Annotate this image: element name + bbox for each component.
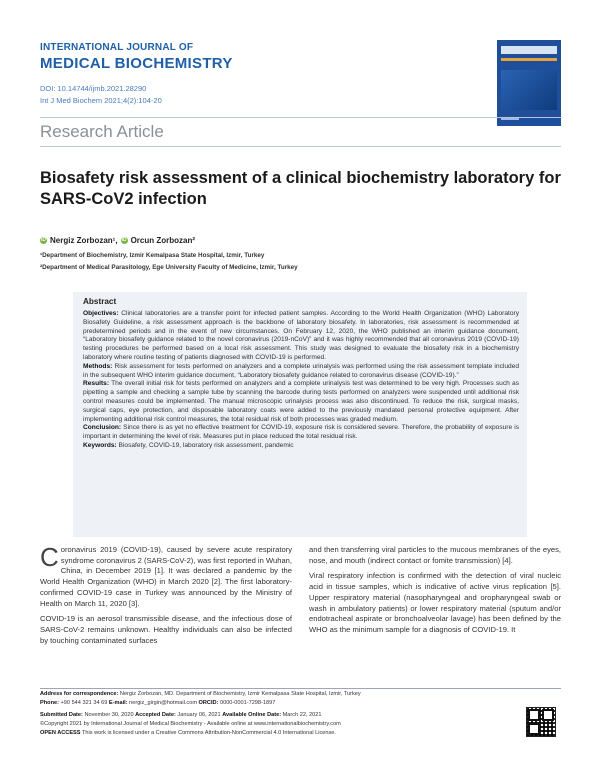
author-1: Nergiz Zorbozan¹, [50,236,118,245]
abstract-body [83,310,519,451]
open-access-line [40,729,510,738]
online-date: March 22, 2021 [281,712,322,718]
drop-cap: C [40,542,59,572]
email-link[interactable]: nergiz_girgin@hotmail.com [127,700,199,706]
body-text: oronavirus 2019 (COVID-19), caused by severe acute respiratory syndrome coronavirus 2 (SARS-CoV-2), was first reported in Wuhan, China, in December 2019 [1]. It was declared a pandemic by the World Health Organization (WHO) in March 2020 [2]. The first laboratory-confirmed COVID-19 case in Turkey was announced by the Ministry of Health on March 11, 2020 [3]. [40,545,292,608]
article-title: Biosafety risk assessment of a clinical biochemistry laboratory for SARS-CoV2 infection [40,169,561,208]
header-divider [40,117,561,118]
body-column-right [309,545,561,641]
results-text: The overall initial risk for tests performed on analyzers and a complete urinalysis test was determined to be very high. Processes such as pipetting a sample and checking a sample tube by scanning the barcode during tests performed on analyzers were suspended until additional risk control measures could be implemented. The manual microscopic urinalysis process was also discontinued. To reduce the risk, surgical masks, surgical caps, eye protection, and disposable laboratory coats were added to the previously mandated personal protective equipment. After implementing additional risk control measures, the total residual risk of both processes was graded medium. [83,380,519,423]
article-type: Research Article [40,122,164,141]
phone-text: +90 544 321 34 69 [58,700,109,706]
contact-line [40,699,510,708]
journal-name-line2: MEDICAL BIOCHEMISTRY [40,55,233,72]
article-type-divider [40,146,561,147]
orcid-label: ORCID: [198,700,219,706]
phone-label: Phone: [40,700,59,706]
body-paragraph: COVID-19 is an aerosol transmissible disease, and the infectious dose of SARS-CoV-2 remains unknown. Healthy individuals can also be infected by touching contaminated surfaces [40,614,292,645]
address-label: Address for correspondence: [40,691,119,697]
orcid-icon[interactable]: iD [121,237,127,243]
keywords-text: Biosafety, COVID-19, laboratory risk assessment, pandemic [116,441,294,449]
abstract-box [73,292,527,537]
correspondence-address [40,690,510,699]
methods-label: Methods: [83,362,113,370]
body-paragraph: and then transferring viral particles to the mucous membranes of the eyes, nose, and mouth (indirect contact or fomite transmission) [4]. [309,545,561,565]
license-text[interactable]: This work is licensed under a Creative Commons Attribution-NonCommercial 4.0 International License. [80,730,336,736]
email-label: E-mail: [108,700,128,706]
body-paragraph: Viral respiratory infection is confirmed with the detection of viral nucleic acid in tissue samples, which is indicative of active virus replication [5]. Upper respiratory material (nasopharyngeal and oropharyngeal swab or wash in ambulatory patients) or lower respiratory material (sputum and/or endotracheal aspirate or bronchoalveolar lavage) has been defined by the WHO as the minimum sample for a diagnosis of COVID-19. It [309,571,561,634]
submitted-date: November 30, 2020 [82,712,136,718]
accepted-date: January 06, 2021 [175,712,223,718]
cover-title-bar [501,46,557,54]
methods-text: Risk assessment for tests performed on analyzers and a complete urinalysis was performed using the risk assessment template included in the subsequent WHO interim guidance document, “Laboratory biosafety guidance related to coronavirus disease (COVID-19).” [83,362,519,379]
abstract-heading: Abstract [83,297,117,306]
author-2: Orcun Zorbozan² [130,236,196,245]
objectives-text: Clinical laboratories are a transfer point for infected patient samples. According to the World Health Organization (WHO) Laboratory Biosafety Guideline, a risk assessment approach is the backbone of laboratory biosafety. In laboratories, risk assessment is recommended at predetermined periods and in the event of new circumstances. On February 12, 2020, the WHO published an interim guidance document, “Laboratory biosafety guidance related to the novel coronavirus (2019-nCoV)” and it was highly recommended that all coronavirus 2019 (COVID-19) testing procedures be performed based on a local risk assessment. This study was designed to evaluate the biosafety risk in a biochemistry laboratory where routine testing of patients diagnosed with COVID-19 is performed. [83,310,519,361]
dates-line [40,711,510,720]
submitted-label: Submitted Date: [40,712,83,718]
affiliation-1: ¹Department of Biochemistry, Izmir Kemalpasa State Hospital, Izmir, Turkey [40,252,265,259]
accepted-label: Accepted Date: [135,712,176,718]
journal-cover-image [497,40,561,126]
cover-stripe [501,58,557,61]
qr-finder [528,723,540,735]
objectives-label: Objectives: [83,310,119,317]
cover-artwork [501,70,557,110]
body-paragraph [40,542,292,609]
results-label: Results: [83,380,110,388]
open-access-label: OPEN ACCESS [40,730,81,736]
author-list [40,236,195,245]
qr-finder [542,709,554,721]
orcid-link[interactable]: 0000-0001-7298-1897 [218,700,276,706]
conclusion-label: Conclusion: [83,424,122,432]
conclusion-text: Since there is as yet no effective treatment for COVID-19, exposure risk is considered severe. Therefore, the probability of exposure is important in determining the level of risk. Measures put in place reduced the total residual risk. [83,424,519,441]
online-label: Available Online Date: [222,712,282,718]
doi-link[interactable]: DOI: 10.14744/ijmb.2021.28290 [40,84,147,93]
footer-divider [40,688,561,689]
journal-name-line1: INTERNATIONAL JOURNAL OF [40,42,194,53]
keywords-label: Keywords: [83,441,117,449]
body-column-left [40,542,292,651]
address-text: Nergiz Zorbozan, MD. Department of Biochemistry, Izmir Kemalpasa State Hospital, Izmir, Turkey [118,691,361,697]
citation-info: Int J Med Biochem 2021;4(2):104-20 [40,96,162,105]
copyright-line: ©Copyright 2021 by International Journal of Medical Biochemistry - Available online at www.internationalbiochemistry.com [40,721,341,727]
qr-code-icon[interactable] [526,707,556,737]
affiliation-2: ²Department of Medical Parasitology, Ege University Faculty of Medicine, Izmir, Turkey [40,264,298,271]
orcid-icon[interactable]: iD [41,237,46,243]
qr-finder [528,709,540,721]
